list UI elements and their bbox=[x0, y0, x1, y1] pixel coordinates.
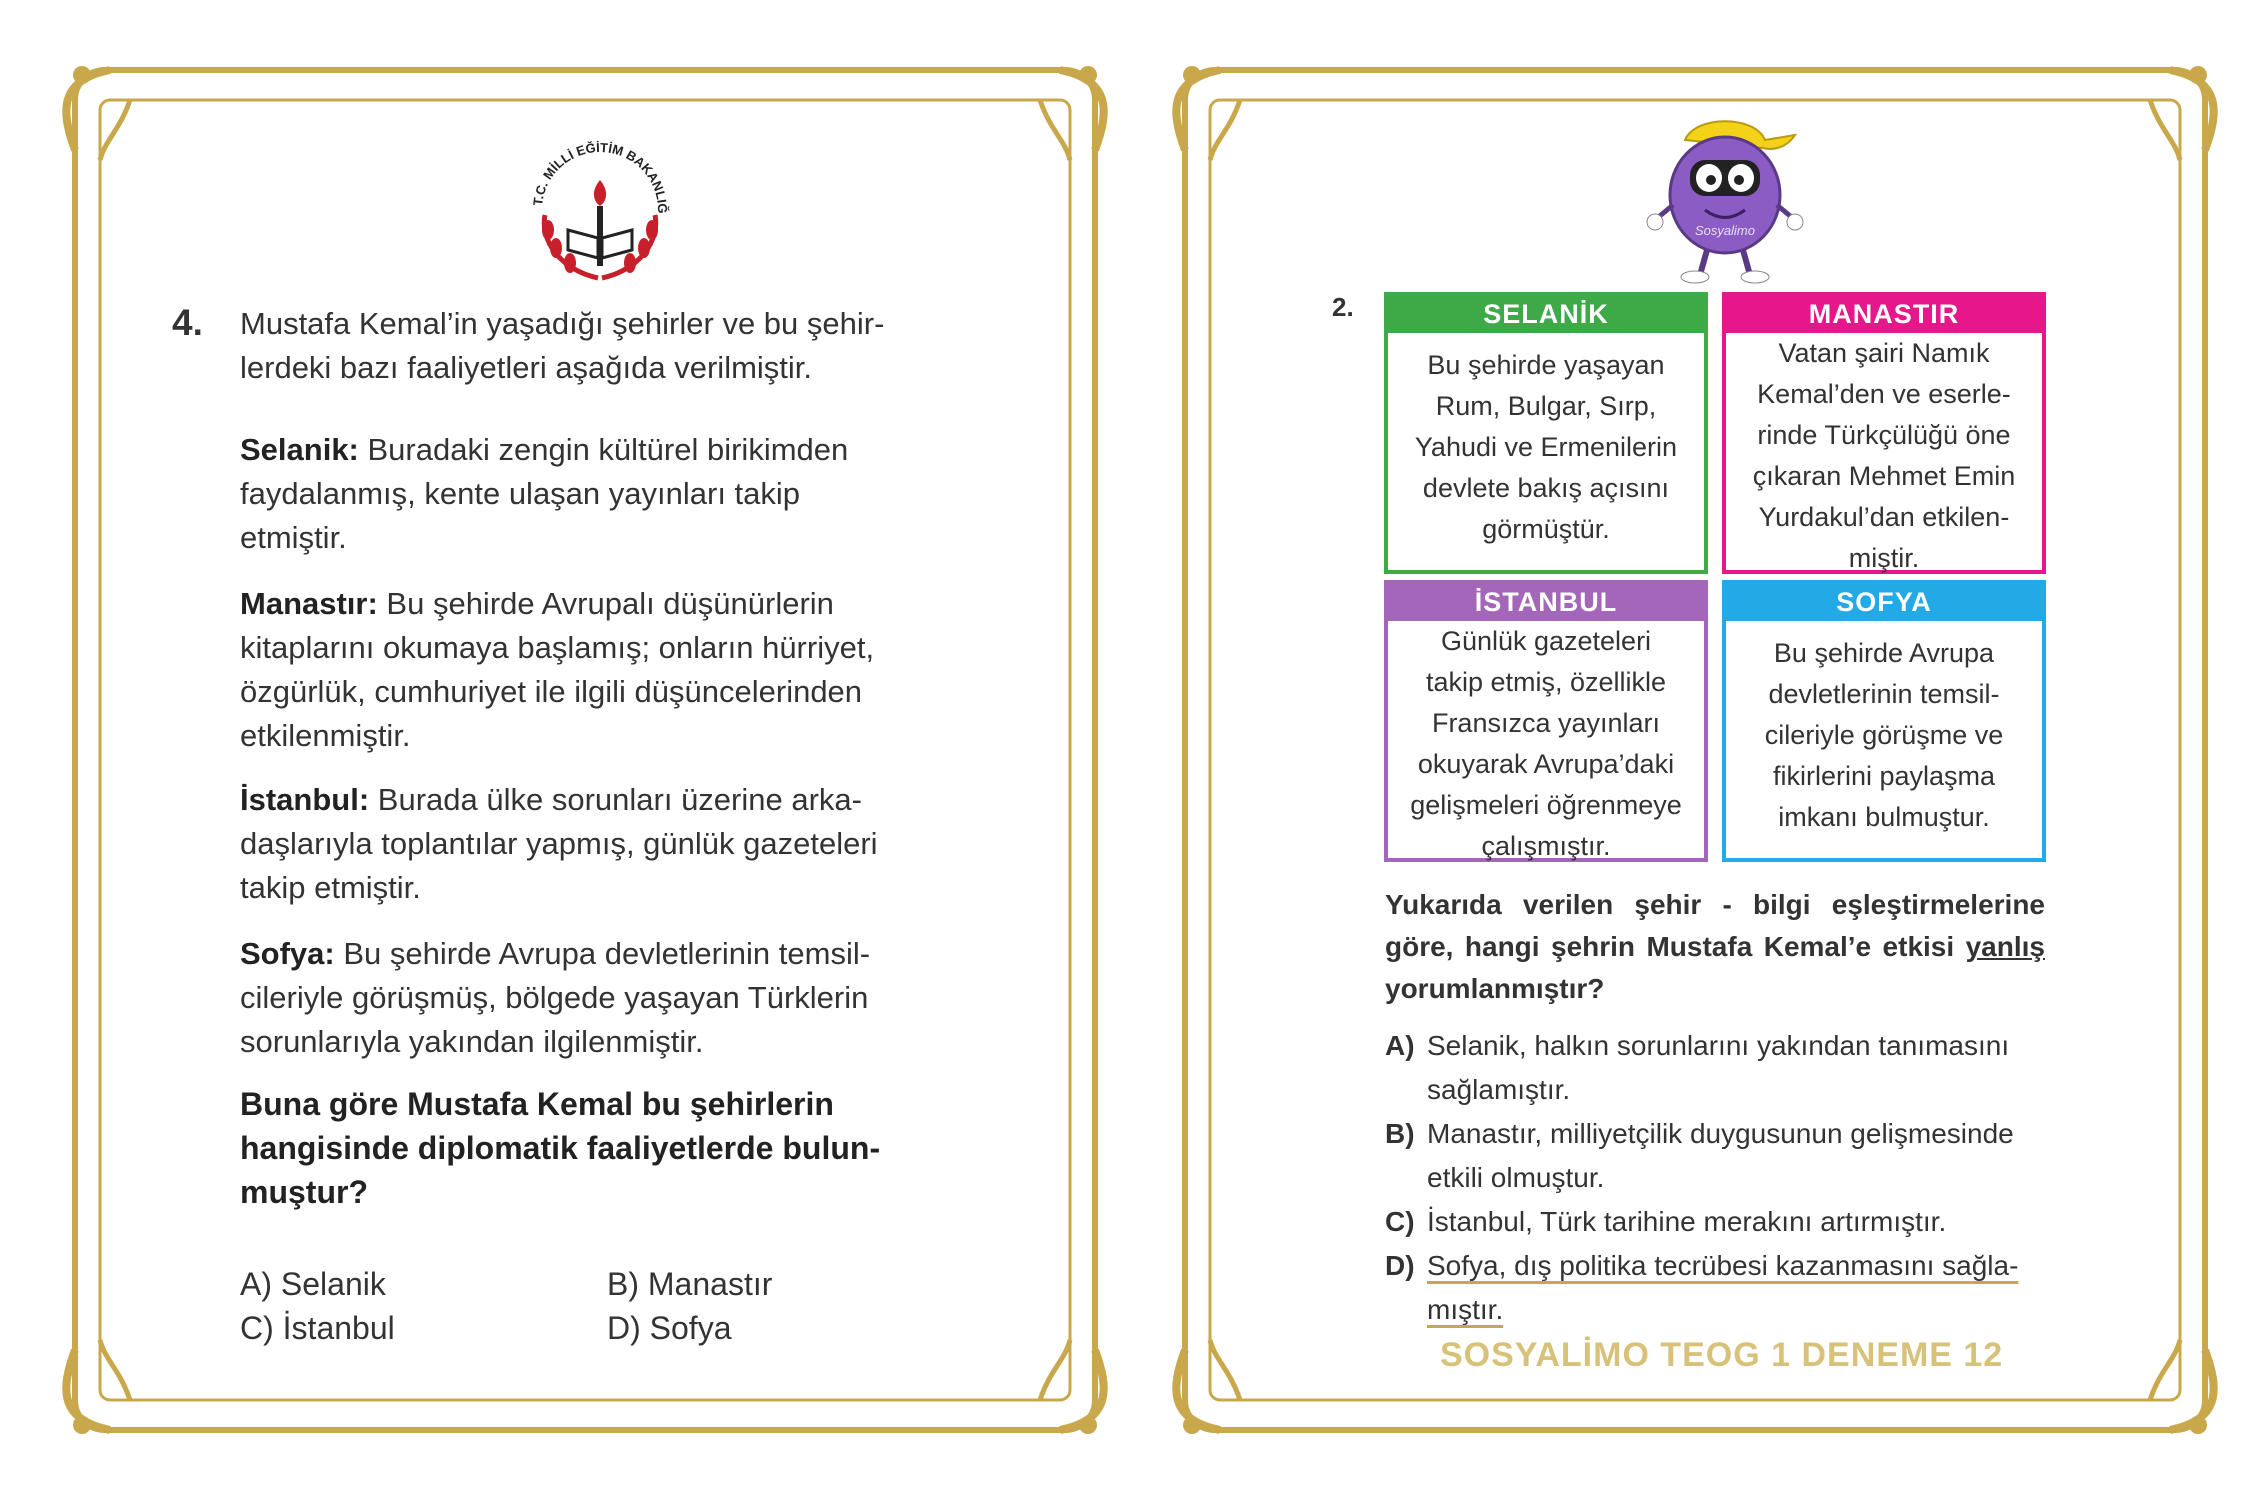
card-manastir bbox=[1722, 292, 2046, 574]
footer-title: SOSYALİMO TEOG 1 DENEME 12 bbox=[1440, 1336, 2004, 1374]
card-sofya bbox=[1722, 580, 2046, 862]
card-body: Günlük gazeteleri takip etmiş, özellikle Fransızca yayınları okuyarak Avrupa’daki gelişmeleri öğrenmeye çalışmıştır. bbox=[1410, 626, 1682, 861]
option-c[interactable]: C) İstanbul, Türk tarihine merakını artırmıştır. bbox=[1385, 1206, 1947, 1237]
svg-text:Sosyalimo: Sosyalimo bbox=[1695, 223, 1755, 238]
option-b[interactable]: B) Manastır, milliyetçilik duygusunun gelişmesinde etkili olmuştur. bbox=[1385, 1118, 2014, 1193]
card-selanik bbox=[1384, 292, 1708, 574]
card-title: MANASTIR bbox=[1726, 296, 2042, 333]
entry-sofya: Sofya: Bu şehirde Avrupa devletlerinin temsil- cileriyle görüşmüş, bölgede yaşayan Türklerin sorunlarıyla yakından ilgilenmiştir. bbox=[240, 936, 871, 1059]
option-d-line2: mıştır. bbox=[1427, 1294, 1504, 1325]
question-prompt: Buna göre Mustafa Kemal bu şehirlerin hangisinde diplomatik faaliyetlerde bulun- muştur? bbox=[240, 1086, 881, 1210]
card-body: Vatan şairi Namık Kemal’den ve eserle- rinde Türkçülüğü öne çıkaran Mehmet Emin Yurdakul’dan etkilen- miştir. bbox=[1752, 338, 2016, 573]
card-body: Bu şehirde Avrupa devletlerinin temsil- cileriyle görüşme ve fikirlerini paylaşma imkanı bulmuştur. bbox=[1764, 638, 2004, 832]
question-number: 4. bbox=[172, 302, 203, 343]
question-intro: Mustafa Kemal’in yaşadığı şehirler ve bu şehir- lerdeki bazı faaliyetleri aşağıda verilmiştir. bbox=[240, 306, 885, 385]
question-number: 2. bbox=[1332, 292, 1354, 322]
choice-d[interactable]: D) Sofya bbox=[607, 1310, 732, 1346]
choice-c[interactable]: C) İstanbul bbox=[240, 1310, 395, 1346]
underlined-word: yanlış bbox=[1965, 931, 2045, 962]
question-prompt: Yukarıda verilen şehir - bilgi eşleştirmelerine göre, hangi şehrin Mustafa Kemal’e etkisi yanlış yorumlanmıştır? bbox=[1385, 889, 2045, 1004]
mascot-image bbox=[1645, 110, 1805, 285]
entry-manastir: Manastır: Bu şehirde Avrupalı düşünürlerin kitaplarını okumaya başlamış; onların hürriyet, özgürlük, cumhuriyet ile ilgili düşüncelerinden etkilenmiştir. bbox=[240, 586, 875, 753]
entry-istanbul: İstanbul: Burada ülke sorunları üzerine arka- daşlarıyla toplantılar yapmış, günlük gazeteleri takip etmiştir. bbox=[240, 782, 878, 905]
option-a[interactable]: A) Selanik, halkın sorunlarını yakından tanımasını sağlamıştır. bbox=[1385, 1030, 2010, 1105]
card-title: SELANİK bbox=[1388, 296, 1704, 333]
entry-selanik: Selanik: Buradaki zengin kültürel birikimden faydalanmış, kente ulaşan yayınları takip etmiştir. bbox=[240, 432, 849, 555]
choice-a[interactable]: A) Selanik bbox=[240, 1266, 386, 1302]
choice-b[interactable]: B) Manastır bbox=[607, 1266, 773, 1302]
card-istanbul bbox=[1384, 580, 1708, 862]
ministry-logo bbox=[520, 130, 680, 285]
card-body: Bu şehirde yaşayan Rum, Bulgar, Sırp, Yahudi ve Ermenilerin devlete bakış açısını görmüştür. bbox=[1414, 350, 1678, 544]
option-d-line1: Sofya, dış politika tecrübesi kazanmasını sağla- bbox=[1427, 1250, 2019, 1281]
card-title: İSTANBUL bbox=[1388, 584, 1704, 621]
svg-text:T.C. MİLLİ EĞİTİM BAKANLIĞI: T.C. MİLLİ EĞİTİM BAKANLIĞ bbox=[530, 139, 671, 214]
card-title: SOFYA bbox=[1726, 584, 2042, 621]
right-page bbox=[1125, 0, 2250, 1500]
option-d[interactable]: D) Sofya, dış politika tecrübesi kazanmasını sağla- mıştır. bbox=[1385, 1250, 2019, 1325]
